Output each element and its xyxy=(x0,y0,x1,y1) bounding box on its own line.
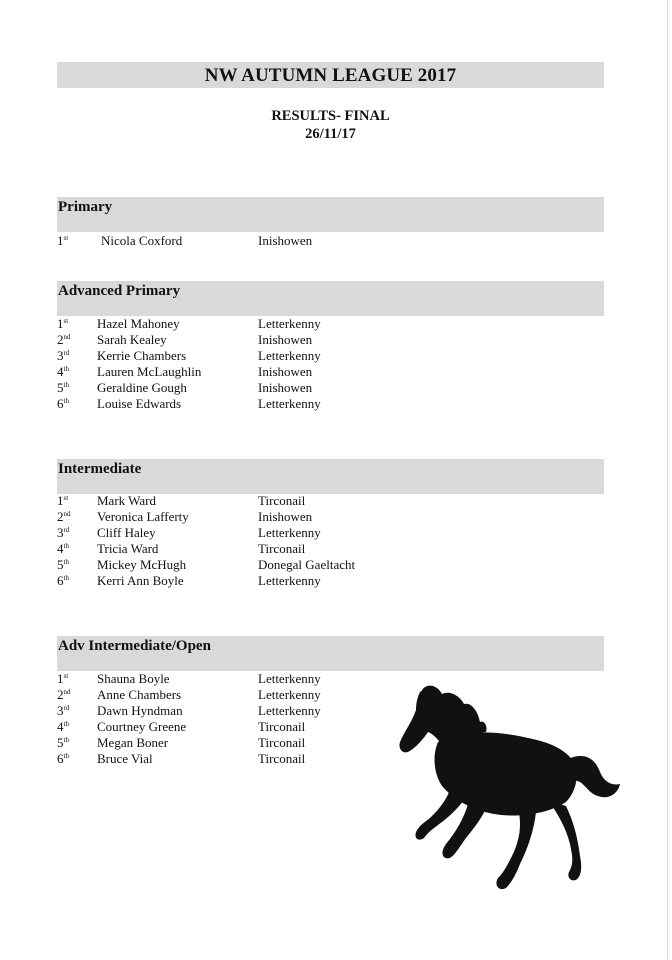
rider-name: Louise Edwards xyxy=(97,396,182,411)
rider-name: Sarah Kealey xyxy=(97,332,167,347)
place: 6th xyxy=(57,573,69,588)
place: 2nd xyxy=(57,509,71,524)
place: 3rd xyxy=(57,525,70,540)
club-name: Inishowen xyxy=(258,380,313,395)
results-date: 26/11/17 xyxy=(305,126,356,142)
result-row xyxy=(57,380,477,396)
place: 1st xyxy=(57,493,69,508)
results-list-intermediate xyxy=(57,493,477,589)
result-row xyxy=(57,316,477,332)
result-row xyxy=(57,573,477,589)
rider-name: Hazel Mahoney xyxy=(97,316,180,331)
place: 4th xyxy=(57,719,69,734)
result-row xyxy=(57,525,477,541)
section-title: Primary xyxy=(58,199,113,215)
section-header-intermediate xyxy=(57,459,604,494)
place: 5th xyxy=(57,380,69,395)
rider-name: Megan Boner xyxy=(97,735,169,750)
section-title: Intermediate xyxy=(58,461,142,477)
result-row xyxy=(57,396,477,412)
club-name: Tirconail xyxy=(258,493,306,508)
rider-name: Cliff Haley xyxy=(97,525,156,540)
place: 5th xyxy=(57,557,69,572)
place: 6th xyxy=(57,751,69,766)
page-title: NW AUTUMN LEAGUE 2017 xyxy=(57,62,604,88)
section-header-advanced-primary xyxy=(57,281,604,316)
result-row xyxy=(57,541,477,557)
place: 2nd xyxy=(57,332,71,347)
rider-name: Kerrie Chambers xyxy=(97,348,187,363)
club-name: Tirconail xyxy=(258,751,306,766)
rider-name: Nicola Coxford xyxy=(101,233,183,248)
club-name: Inishowen xyxy=(258,364,313,379)
place: 1st xyxy=(57,316,69,331)
rider-name: Kerri Ann Boyle xyxy=(97,573,184,588)
rider-name: Lauren McLaughlin xyxy=(97,364,202,379)
result-row xyxy=(57,233,477,249)
result-row xyxy=(57,364,477,380)
rider-name: Shauna Boyle xyxy=(97,671,170,686)
club-name: Letterkenny xyxy=(258,316,321,331)
club-name: Inishowen xyxy=(258,233,313,248)
rider-name: Mark Ward xyxy=(97,493,157,508)
place: 3rd xyxy=(57,348,70,363)
results-list-advanced-primary xyxy=(57,316,477,412)
club-name: Letterkenny xyxy=(258,671,321,686)
club-name: Tirconail xyxy=(258,735,306,750)
results-list-primary xyxy=(57,233,477,249)
club-name: Letterkenny xyxy=(258,348,321,363)
galloping-horse-silhouette-icon xyxy=(398,682,623,894)
result-row xyxy=(57,557,477,573)
place: 4th xyxy=(57,541,69,556)
place: 2nd xyxy=(57,687,71,702)
place: 5th xyxy=(57,735,69,750)
result-row xyxy=(57,509,477,525)
place: 4th xyxy=(57,364,69,379)
club-name: Letterkenny xyxy=(258,525,321,540)
rider-name: Geraldine Gough xyxy=(97,380,187,395)
club-name: Letterkenny xyxy=(258,573,321,588)
section-title: Adv Intermediate/Open xyxy=(58,638,211,654)
place: 1st xyxy=(57,233,69,248)
club-name: Tirconail xyxy=(258,719,306,734)
results-subtitle: RESULTS- FINAL xyxy=(271,108,390,124)
club-name: Donegal Gaeltacht xyxy=(258,557,356,572)
section-title: Advanced Primary xyxy=(58,283,181,299)
rider-name: Bruce Vial xyxy=(97,751,153,766)
result-row xyxy=(57,493,477,509)
result-row xyxy=(57,332,477,348)
place: 6th xyxy=(57,396,69,411)
rider-name: Courtney Greene xyxy=(97,719,187,734)
rider-name: Veronica Lafferty xyxy=(97,509,189,524)
club-name: Inishowen xyxy=(258,332,313,347)
section-header-adv-intermediate-open xyxy=(57,636,604,671)
result-row xyxy=(57,348,477,364)
rider-name: Anne Chambers xyxy=(97,687,182,702)
rider-name: Tricia Ward xyxy=(97,541,159,556)
club-name: Letterkenny xyxy=(258,703,321,718)
club-name: Letterkenny xyxy=(258,687,321,702)
section-header-primary xyxy=(57,197,604,232)
place: 3rd xyxy=(57,703,70,718)
club-name: Tirconail xyxy=(258,541,306,556)
place: 1st xyxy=(57,671,69,686)
rider-name: Mickey McHugh xyxy=(97,557,187,572)
rider-name: Dawn Hyndman xyxy=(97,703,183,718)
club-name: Letterkenny xyxy=(258,396,321,411)
club-name: Inishowen xyxy=(258,509,313,524)
